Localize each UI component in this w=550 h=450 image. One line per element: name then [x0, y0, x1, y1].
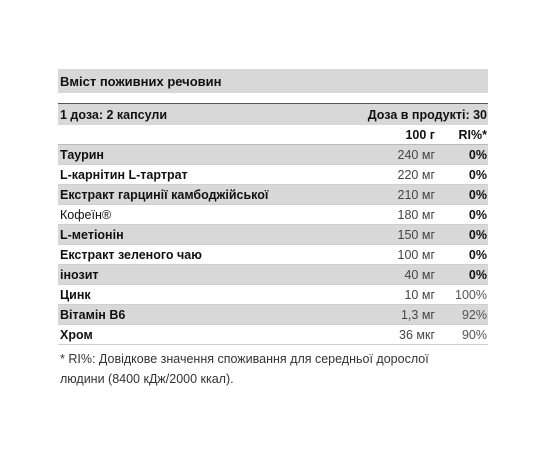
table-row — [58, 285, 488, 305]
nutrient-amount: 40 мг — [404, 267, 435, 282]
column-header-amount: 100 г — [405, 127, 435, 142]
nutrient-name: Екстракт зеленого чаю — [60, 247, 202, 262]
nutrition-table — [58, 69, 488, 389]
nutrient-name: L-метіонін — [60, 227, 124, 242]
nutrient-name: Таурин — [60, 147, 104, 162]
nutrient-ri: 100% — [455, 287, 487, 302]
nutrient-ri: 0% — [468, 207, 487, 222]
table-row — [58, 325, 488, 345]
nutrient-name: Вітамін B6 — [60, 307, 126, 322]
nutrient-ri: 0% — [468, 227, 487, 242]
nutrient-name: Екстракт гарцинії камбоджійської — [60, 187, 269, 202]
nutrient-amount: 10 мг — [404, 287, 435, 302]
nutrient-amount: 180 мг — [397, 207, 435, 222]
column-header — [58, 125, 488, 145]
nutrient-name: Кофеїн® — [60, 207, 112, 222]
nutrient-amount: 100 мг — [397, 247, 435, 262]
table-row — [58, 165, 488, 185]
nutrient-name: Хром — [60, 327, 93, 342]
nutrient-amount: 36 мкг — [399, 327, 435, 342]
nutrient-amount: 220 мг — [397, 167, 435, 182]
nutrient-ri: 0% — [468, 167, 487, 182]
nutrient-name: L-карнітин L-тартрат — [60, 167, 188, 182]
table-row — [58, 145, 488, 165]
spacer — [58, 93, 488, 103]
table-row — [58, 205, 488, 225]
nutrient-amount: 210 мг — [397, 187, 435, 202]
footnote-line: людини (8400 кДж/2000 ккал). — [60, 372, 234, 386]
table-row — [58, 245, 488, 265]
nutrient-ri: 0% — [468, 187, 487, 202]
nutrient-name: інозит — [60, 267, 99, 282]
column-header-ri: RI%* — [458, 127, 487, 142]
footnote — [58, 349, 488, 389]
nutrient-ri: 92% — [461, 307, 487, 322]
nutrient-ri: 90% — [461, 327, 487, 342]
table-title-text: Вміст поживних речовин — [60, 73, 222, 89]
nutrient-ri: 0% — [468, 147, 487, 162]
nutrient-name: Цинк — [60, 287, 91, 302]
serving-size: 1 доза: 2 капсули — [60, 107, 168, 122]
nutrient-amount: 150 мг — [397, 227, 435, 242]
table-row — [58, 265, 488, 285]
servings-per-container: Доза в продукті: 30 — [367, 107, 487, 122]
footnote-line: * RI%: Довідкове значення споживання для середньої дорослої — [60, 352, 429, 366]
table-row — [58, 185, 488, 205]
nutrient-ri: 0% — [468, 247, 487, 262]
table-row — [58, 225, 488, 245]
table-row — [58, 305, 488, 325]
nutrient-ri: 0% — [468, 267, 487, 282]
serving-info — [58, 104, 488, 125]
table-title — [58, 69, 488, 93]
nutrient-amount: 240 мг — [397, 147, 435, 162]
nutrient-amount: 1,3 мг — [400, 307, 435, 322]
